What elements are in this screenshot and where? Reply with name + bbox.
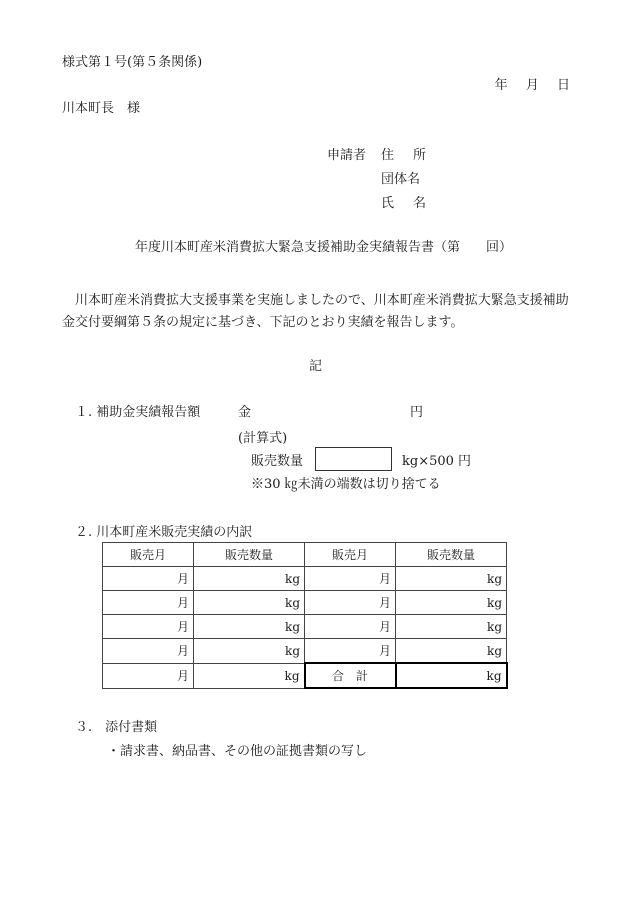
table-row <box>103 639 507 664</box>
ki-marker: 記 <box>309 359 323 374</box>
kg-cell[interactable]: kg <box>396 639 507 664</box>
name-char-1: 氏 <box>381 196 395 211</box>
header-month-2: 販売月 <box>305 543 396 567</box>
applicant-label: 申請者 <box>327 148 367 163</box>
group-name-label: 団体名 <box>381 172 421 187</box>
applicant-field-address <box>381 148 426 172</box>
month-cell[interactable]: 月 <box>103 615 194 639</box>
date-line <box>481 78 570 94</box>
applicant-field-group <box>381 172 426 196</box>
month-cell[interactable]: 月 <box>103 591 194 615</box>
kg-cell[interactable]: kg <box>194 615 305 639</box>
table-row <box>103 663 507 688</box>
month-cell[interactable]: 月 <box>305 615 396 639</box>
kg-cell[interactable]: kg <box>396 615 507 639</box>
address-char-2: 所 <box>412 148 426 163</box>
total-label: 合 計 <box>305 663 396 688</box>
date-day: 日 <box>556 78 570 93</box>
calc-label: (計算式) <box>238 431 288 446</box>
month-cell[interactable]: 月 <box>103 639 194 664</box>
rounding-note: ※30 ㎏未満の端数は切り捨てる <box>251 477 441 492</box>
table-row <box>103 567 507 591</box>
kg-cell[interactable]: kg <box>396 591 507 615</box>
month-cell[interactable]: 月 <box>305 639 396 664</box>
form-number: 様式第１号(第５条関係) <box>62 55 203 70</box>
applicant-row-name <box>327 196 426 220</box>
month-cell[interactable]: 月 <box>305 567 396 591</box>
qty-input-box[interactable] <box>315 447 392 471</box>
spacer <box>327 196 381 220</box>
applicant-field-name <box>381 196 426 220</box>
kg-cell[interactable]: kg <box>194 639 305 664</box>
yen-label: 円 <box>410 405 424 420</box>
header-month-1: 販売月 <box>103 543 194 567</box>
spacer <box>327 172 381 196</box>
qty-label: 販売数量 <box>251 454 304 469</box>
applicant-row-group <box>327 172 426 196</box>
section3-heading: ３. 添付書類 <box>75 720 158 735</box>
body-paragraph: 川本町産米消費拡大支援事業を実施しましたので、川本町産米消費拡大緊急支援補助金交付要綱第５条の規定に基づき、下記のとおり実績を報告します。 <box>62 293 569 330</box>
kg-cell[interactable]: kg <box>194 663 305 688</box>
sales-table <box>102 542 508 689</box>
month-cell[interactable]: 月 <box>305 591 396 615</box>
kg-cell[interactable]: kg <box>194 567 305 591</box>
total-kg-cell[interactable]: kg <box>396 663 507 688</box>
addressee: 川本町長 様 <box>62 101 141 116</box>
name-char-2: 名 <box>412 196 426 211</box>
section2-heading: ２. 川本町産米販売実績の内訳 <box>75 525 253 540</box>
attachment-item: ・請求書、納品書、その他の証拠書類の写し <box>107 744 368 759</box>
document-title: 年度川本町産米消費拡大緊急支援補助金実績報告書（第 回） <box>135 240 513 255</box>
kg-cell[interactable]: kg <box>396 567 507 591</box>
address-char-1: 住 <box>381 148 395 163</box>
applicant-row-address <box>327 148 426 172</box>
applicant-block <box>327 148 426 220</box>
kin-label: 金 <box>238 405 252 420</box>
table-header-row <box>103 543 507 567</box>
section1-heading: １. 補助金実績報告額 <box>75 405 201 420</box>
header-qty-1: 販売数量 <box>194 543 305 567</box>
month-cell[interactable]: 月 <box>103 567 194 591</box>
month-cell[interactable]: 月 <box>103 663 194 688</box>
date-year: 年 <box>494 78 508 93</box>
table-row <box>103 615 507 639</box>
header-qty-2: 販売数量 <box>396 543 507 567</box>
kg-cell[interactable]: kg <box>194 591 305 615</box>
table-row <box>103 591 507 615</box>
qty-unit: kg×500 円 <box>402 454 472 469</box>
date-month: 月 <box>525 78 539 93</box>
